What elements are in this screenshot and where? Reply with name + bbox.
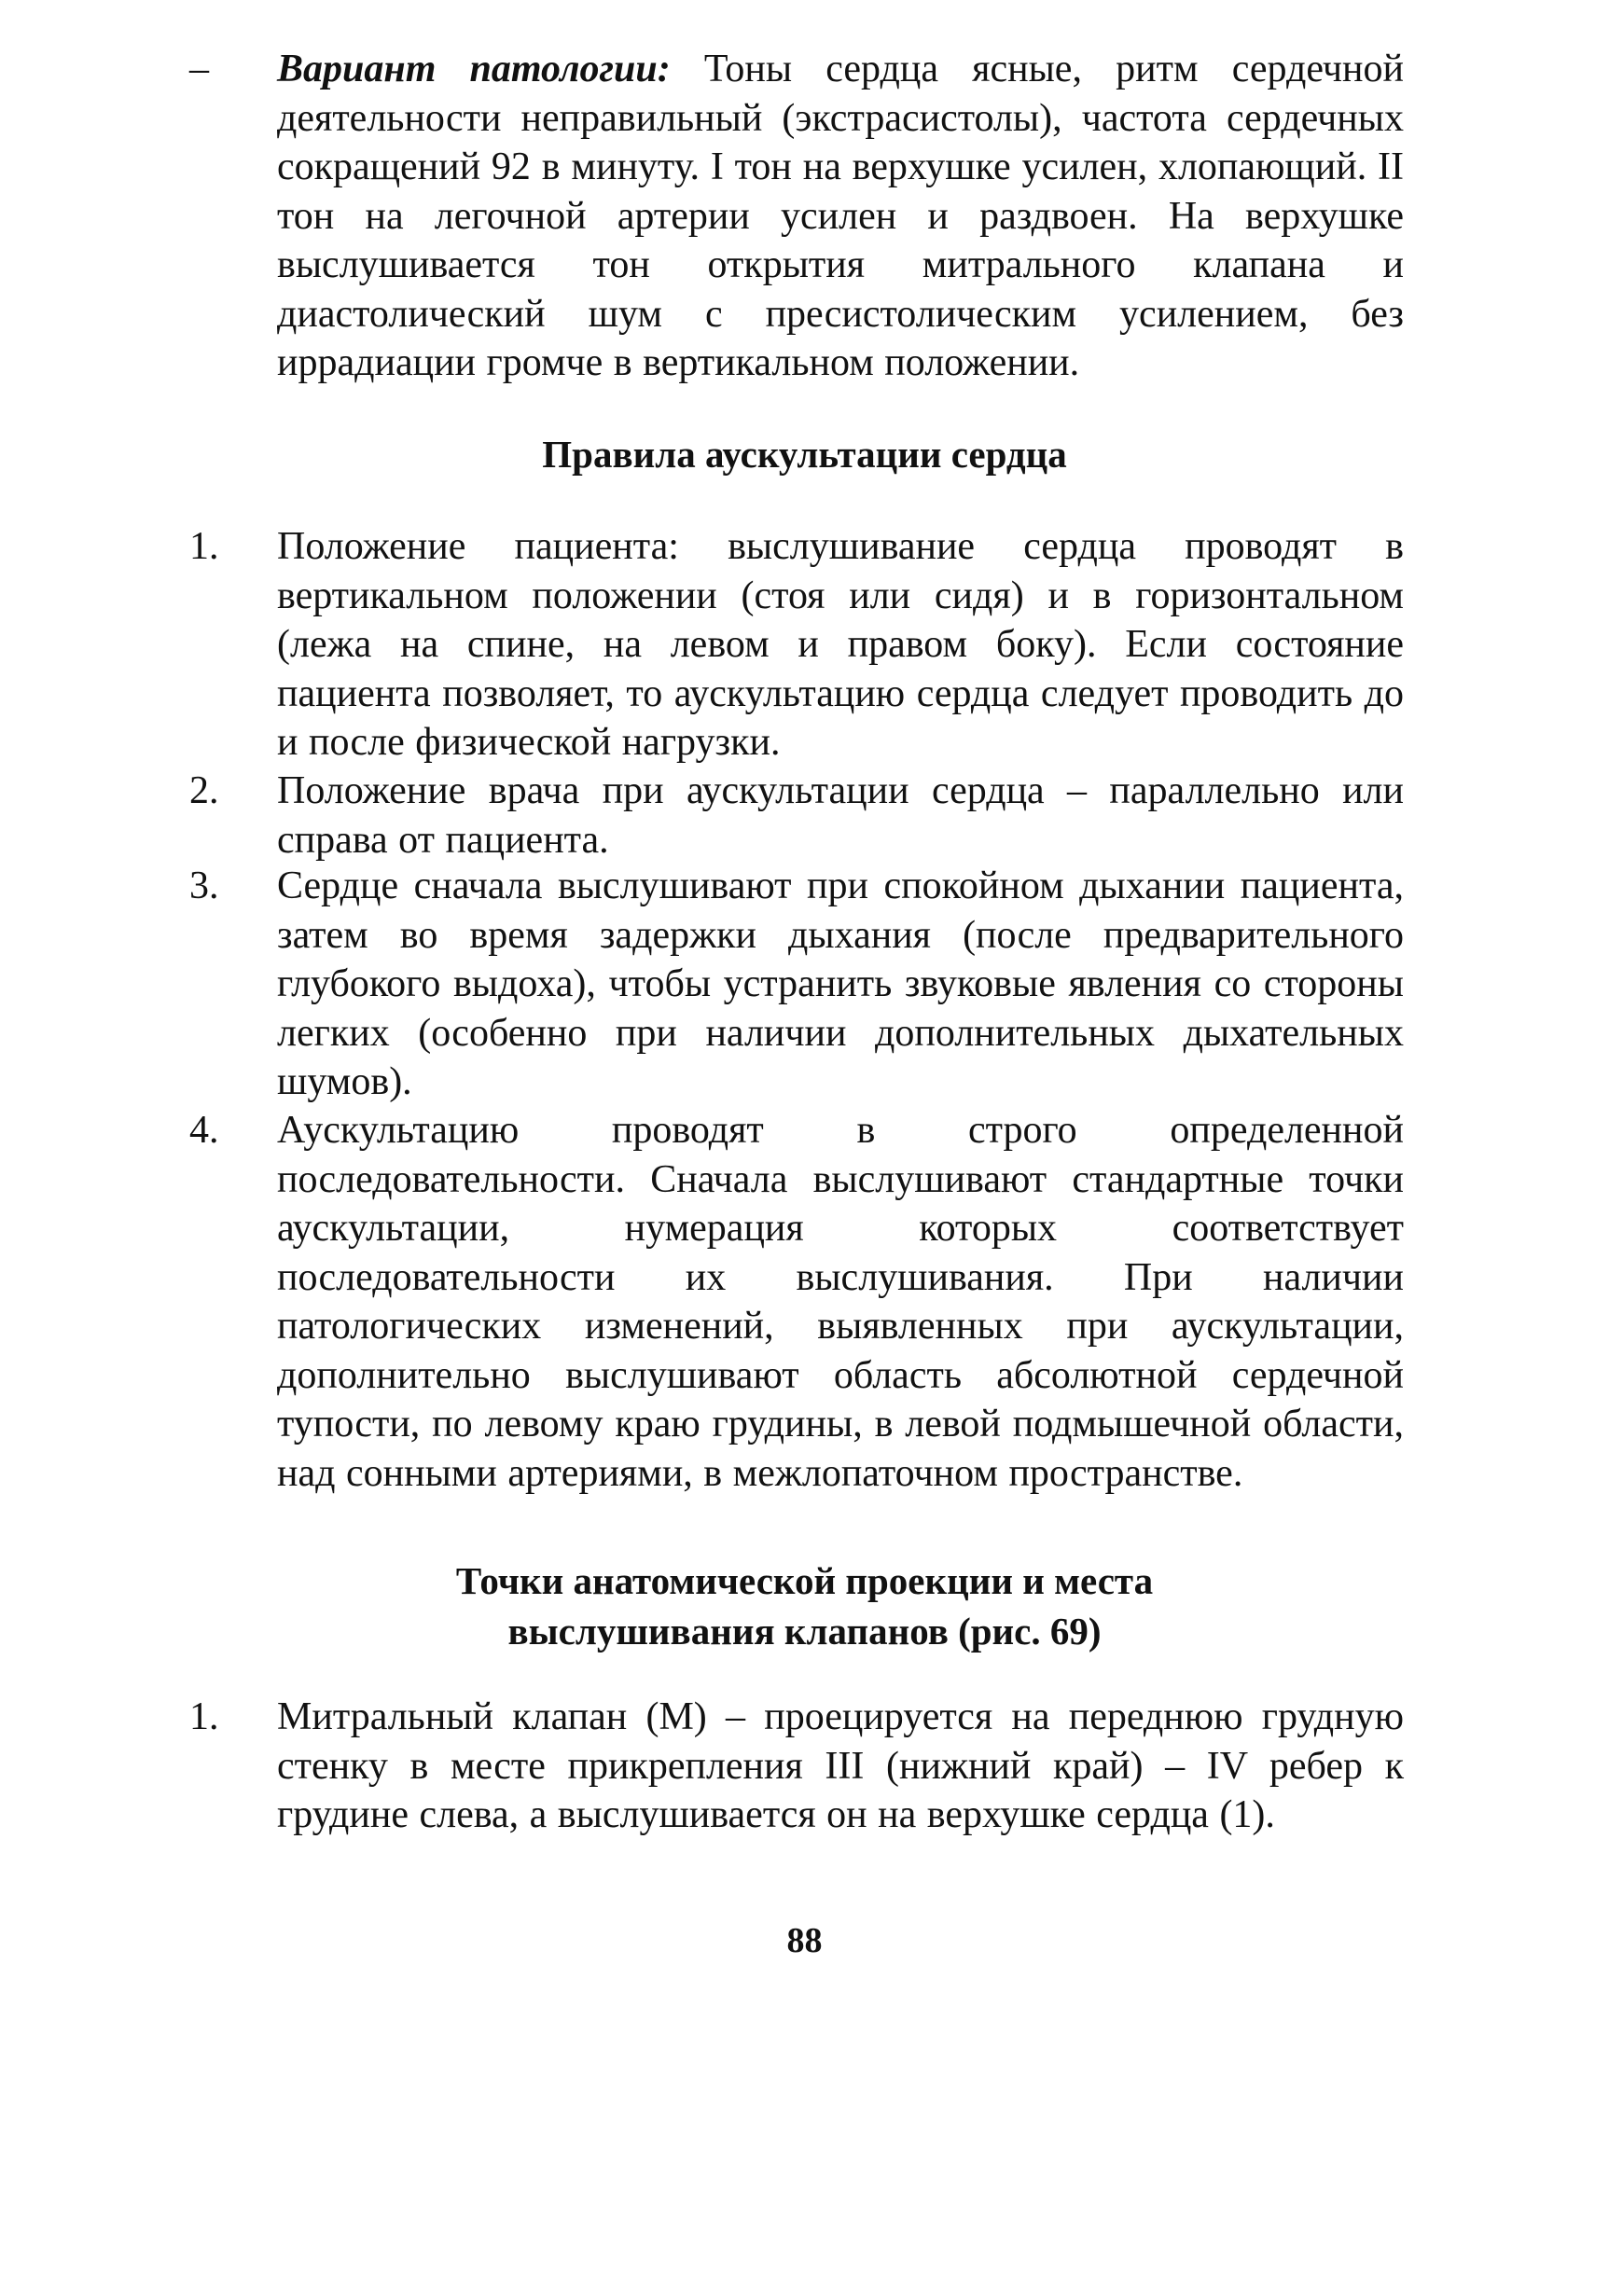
list-item-number: 3. bbox=[189, 864, 219, 907]
list-item bbox=[191, 862, 1413, 1107]
list-item bbox=[191, 767, 1413, 864]
pathology-variant-body: Тоны сердца ясные, ритм сердечной деятельности неправильный (экстрасистолы), частота сердечных сокращений 92 в минуту. I тон на верхушке усилен, хлопающий. II тон на легочной артерии усилен и раздвоен. На верхушке выслушивается тон открытия митрального клапана и диастолический шум с пресистолическим усилением, без иррадиации громче в вертикальном положении. bbox=[277, 48, 1404, 384]
section-heading-valve-projection bbox=[0, 1556, 1609, 1656]
list-item bbox=[191, 1106, 1413, 1498]
section-heading-line: выслушивания клапанов (рис. 69) bbox=[507, 1610, 1102, 1653]
list-item bbox=[191, 522, 1413, 768]
page-number: 88 bbox=[786, 1921, 823, 1960]
pathology-variant-text bbox=[277, 45, 1404, 388]
list-item-number: 2. bbox=[189, 769, 219, 812]
dash-marker: – bbox=[189, 48, 209, 90]
list-item bbox=[191, 1693, 1413, 1840]
list-item-number: 1. bbox=[189, 1695, 219, 1738]
list-item-number: 1. bbox=[189, 525, 219, 568]
pathology-variant-label: Вариант патологии: bbox=[277, 48, 671, 90]
list-item-text: Положение пациента: выслушивание сердца проводят в вертикальном положении (стоя или сидя) и в горизонтальном (лежа на спине, на левом и правом боку). Если состояние пациента позволяет, то аускультацию сердца следует проводить до и после физической нагрузки. bbox=[277, 525, 1404, 764]
list-item-number: 4. bbox=[189, 1109, 219, 1152]
list-item-text: Митральный клапан (М) – проецируется на переднюю грудную стенку в месте прикрепления III (нижний край) – IV ребер к грудине слева, а выслушивается он на верхушке сердца (1). bbox=[277, 1695, 1404, 1836]
list-item-text: Сердце сначала выслушивают при спокойном дыхании пациента, затем во время задержки дыхания (после предварительного глубокого выдоха), чтобы устранить звуковые явления со стороны легких (особенно при наличии дополнительных дыхательных шумов). bbox=[277, 864, 1404, 1103]
list-item-text: Положение врача при аускультации сердца – параллельно или справа от пациента. bbox=[277, 769, 1404, 862]
section-heading-auscultation-rules: Правила аускультации сердца bbox=[542, 433, 1067, 476]
section-heading-line: Точки анатомической проекции и места bbox=[455, 1559, 1154, 1602]
pathology-variant-paragraph bbox=[191, 45, 1413, 388]
list-item-text: Аускультацию проводят в строго определенной последовательности. Сначала выслушивают стандартные точки аускультации, нумерация которых соответствует последовательности их выслушивания. При наличии патологических изменений, выявленных при аускультации, дополнительно выслушивают область абсолютной сердечной тупости, по левому краю грудины, в левой подмышечной области, над сонными артериями, в межлопаточном пространстве. bbox=[277, 1109, 1404, 1495]
